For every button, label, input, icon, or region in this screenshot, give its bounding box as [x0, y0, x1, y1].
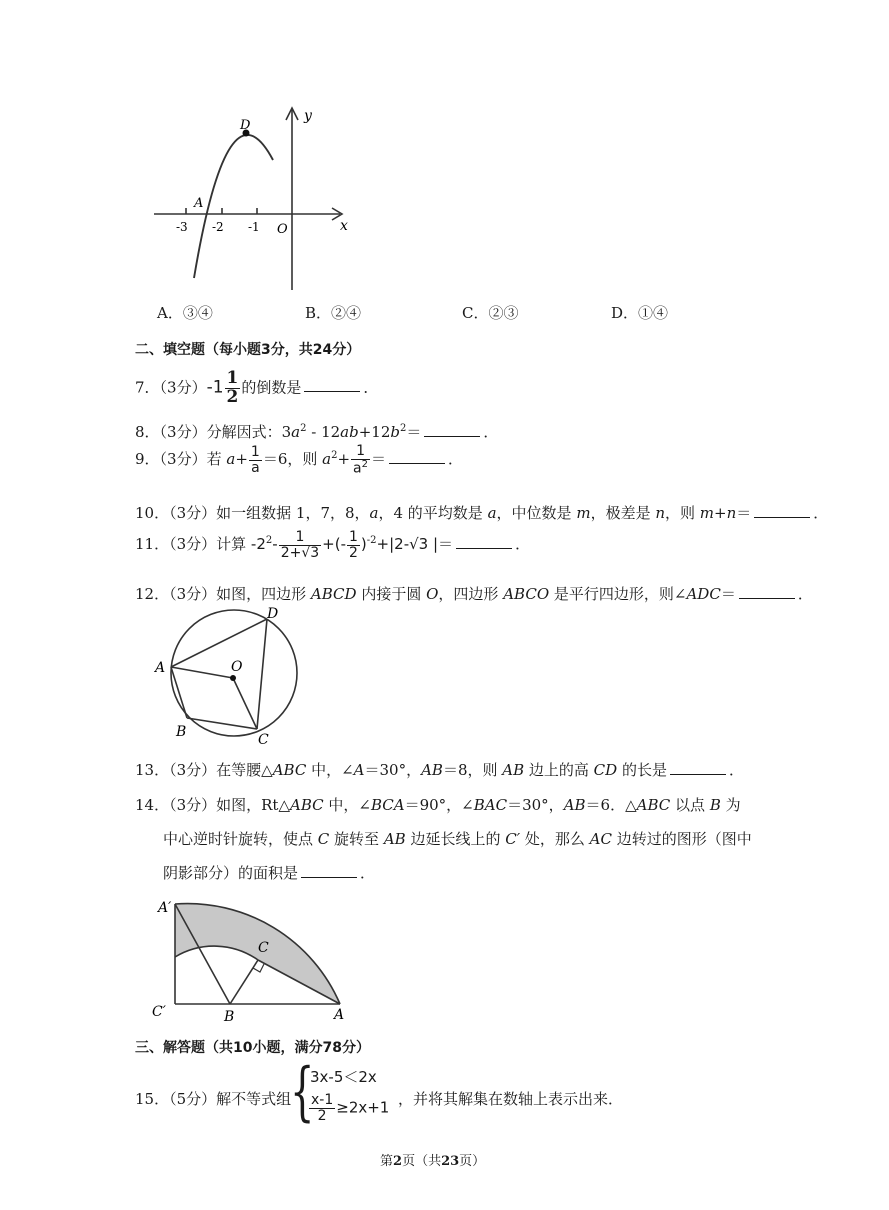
x-label: x: [340, 218, 348, 234]
point-d-label: D: [240, 118, 251, 133]
question-8: 8．（3分）分解因式：$3a^2 - 12ab+12b^2=$ ．: [135, 423, 499, 441]
segment-bc: [230, 960, 258, 1004]
question-12: 12．（3分）如图，四边形 ABCD 内接于圆 O，四边形 ABCO 是平行四边形，则∠ADC＝ ．: [135, 585, 813, 603]
label-a: A: [155, 660, 166, 676]
origin-label: O: [277, 222, 288, 237]
question-15-label: 15．（5分）解不等式组: [135, 1090, 292, 1108]
question-10: 10．（3分）如一组数据 1，7，8，a，4 的平均数是 a，中位数是 m，极差是 n，则 m+n＝ ．: [135, 504, 829, 522]
choice-d: D．①④: [611, 304, 669, 322]
section-heading-solve: 三、解答题（共10小题，满分78分）: [135, 1040, 370, 1056]
label-c: C: [258, 940, 269, 956]
parabola-curve: [194, 135, 273, 278]
tick-label-neg1: -1: [248, 220, 260, 234]
segment-ao: [171, 667, 233, 678]
parabola-graph: [140, 100, 370, 300]
inscribed-quadrilateral-figure: [150, 605, 310, 750]
label-c: C: [258, 732, 269, 748]
label-d: D: [267, 606, 279, 622]
label-b: B: [176, 724, 187, 740]
tick-label-neg3: -3: [176, 220, 188, 234]
question-14-line-2: 中心逆时针旋转，使点 C 旋转至 AB 边延长线上的 C′ 处，那么 AC 边转过的图形（图中: [163, 830, 752, 848]
question-14-line-3: 阴影部分）的面积是 ．: [163, 864, 376, 882]
y-label: y: [304, 108, 312, 124]
inequality-2: $\frac{x-1}{2}$ ≥2x+1: [311, 1092, 390, 1124]
question-7: 7．（3分）-1 $\frac{1}{2}$ 的倒数是 ．: [135, 368, 379, 407]
rotation-shaded-figure: [150, 892, 360, 1027]
page-footer: 第2页（共23页）: [380, 1154, 486, 1169]
center-point: [230, 675, 236, 681]
question-15-instruction: ，并将其解集在数轴上表示出来．: [398, 1090, 624, 1108]
choice-b: B．②④: [305, 304, 362, 322]
section-heading-fill-blank: 二、填空题（每小题3分，共24分）: [135, 342, 361, 358]
point-a-label: A: [194, 196, 204, 211]
label-c-prime: C′: [152, 1004, 166, 1020]
label-b: B: [224, 1009, 235, 1025]
segment-oc: [233, 678, 257, 729]
question-11: 11．（3分）计算 $-2^2-$ $\frac{1}{2+√3}$ +(- $\frac{1}{2}$ )$^{-2}$+|2-√3 |＝ ．: [135, 529, 531, 561]
inequality-brace: {: [290, 1055, 315, 1129]
segment-dc: [257, 619, 267, 729]
label-o: O: [231, 659, 243, 675]
question-9: 9．（3分）若 a+ $\frac{1}{a}$ ＝6，则 $a^2+$ $\frac{1}{a^2}$ ＝ ．: [135, 443, 464, 477]
tick-label-neg2: -2: [212, 220, 224, 234]
segment-ad: [171, 619, 267, 667]
question-14-line-1: 14．（3分）如图，Rt△ABC 中，∠BCA＝90°，∠BAC＝30°，AB＝6．△ABC 以点 B 为: [135, 796, 741, 814]
question-13: 13．（3分）在等腰△ABC 中，∠A＝30°，AB＝8，则 AB 边上的高 CD 的长是 ．: [135, 761, 744, 779]
label-a: A: [334, 1007, 345, 1023]
inequality-1: 3x-5＜2x: [310, 1068, 377, 1086]
choice-a: A．③④: [157, 304, 213, 322]
label-a-prime: A′: [158, 900, 172, 916]
choice-c: C．②③: [462, 304, 519, 322]
